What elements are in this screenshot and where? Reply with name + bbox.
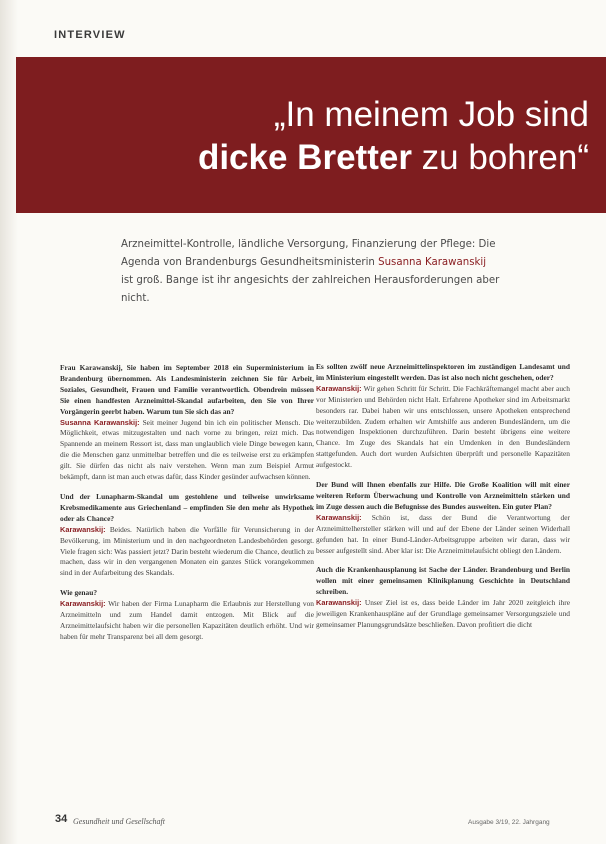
intro-text-2: ist groß. Bange ist ihr angesichts der zahlreichen Herausforderungen aber nicht. (121, 275, 500, 304)
intro-name: Susanna Karawanskij (378, 257, 487, 268)
question: Der Bund will Ihnen ebenfalls zur Hilfe. Die Große Koalition will mit einer weiteren Reform Überwachung und Kontrolle von Arzneimitteln stärken und im Zuge dessen auch die Befugnisse des Bundes ausweiten. Ein guter Plan? (316, 480, 570, 511)
speaker-label: Karawanskij: (316, 598, 362, 608)
speaker-label: Karawanskij: (60, 599, 106, 609)
footer-section: Gesundheit und Gesellschaft (73, 817, 165, 826)
right-column (316, 362, 570, 640)
question: Frau Karawanskij, Sie haben im September 2018 ein Superministerium in Brandenburg übernommen. Als Landesministerin zeichnen Sie für Arbeit, Soziales, Gesundheit, Frauen und Familie verantwortlich. Obendrein müssen Sie einen handfesten Arzneimittel-Skandal aufarbeiten, den Sie von Ihrer Vorgängerin geerbt haben. Warum tun Sie sich das an? (60, 363, 314, 416)
question: Es sollten zwölf neue Arzneimittelinspektoren im zuständigen Landesamt und im Ministerium eingestellt werden. Das ist also noch nicht geschehen, oder? (316, 362, 570, 382)
answer-text: Unser Ziel ist es, dass beide Länder im Jahr 2020 zeitgleich ihre jeweiligen Krankenhauspläne auf der Grundlage gemeinsamer Versorgungsziele und gemeinsamer Planungsgrundsätze beschließen. Davon profitiert die dicht (316, 598, 570, 629)
page-number: 34 (55, 813, 68, 825)
answer-text: Wir haben der Firma Lunapharm die Erlaubnis zur Herstellung von Arzneimitteln und zum Handel damit entzogen. Mit Blick auf die Arzneimittelaufsicht haben wir die personellen Kapazitäten deutlich erhöht. Und wir haben für mehr Transparenz bei all dem gesorgt. (60, 599, 314, 641)
answer (316, 598, 570, 631)
answer (60, 525, 314, 580)
speaker-label: Karawanskij: (316, 383, 362, 393)
intro-text-1: Arzneimittel-Kontrolle, ländliche Versorgung, Finanzierung der Pflege: Die Agenda von Brandenburgs Gesundheitsministerin (121, 239, 496, 268)
answer-text: Schön ist, dass der Bund die Verantwortung der Arzneimittelhersteller stärken will und auf der Ebene der Länder seinen Widerhall gefunden hat. In einer Bund-Länder-Arbeitsgruppe arbeiten wir daran, dass wir besser aufgestellt sind. Aber klar ist: Die Arzneimittelaufsicht obliegt den Ländern. (316, 512, 570, 555)
speaker-label: Susanna Karawanskij: (60, 417, 140, 427)
answer-text: Beides. Natürlich haben die Vorfälle für Verunsicherung in der Bevölkerung, im Ministerium und in den nachgeordneten Landesbehörden gesorgt. Viele fragen sich: Was passiert jetzt? Darin besteht wiederum die Chance, deutlich zu machen, dass wir in den vergangenen Monaten ein ganzes Stück vorangekommen sind in der Aufarbeitung des Skandals. (60, 524, 314, 578)
headline-line-1: „In meinem Job sind (273, 95, 589, 134)
question: Auch die Krankenhausplanung ist Sache der Länder. Brandenburg und Berlin wollen mit einer gemeinsamen Klinikplanung Geschichte in Deutschland schreiben. (316, 565, 570, 597)
headline-rest: zu bohren“ (411, 138, 589, 177)
answer (60, 418, 314, 483)
footer-issue: Ausgabe 3/19, 22. Jahrgang (468, 819, 550, 826)
answer-text: Seit meiner Jugend bin ich ein politischer Mensch. Die Möglichkeit, etwas mitzugestalten und nach vorne zu bringen, reizt mich. Das Spannende an meinem Ressort ist, dass man unglaublich viele Dinge bewegen kann, die die Menschen ganz unmittelbar betreffen und die es teilweise erst zu erkämpfen gilt. Sie dürfen das nicht als naiv verstehen. Wenn man zum Beispiel Armut bekämpft, dann ist man auch etwas dafür, dass Kinder gesünder aufwachsen können. (60, 417, 314, 482)
left-column (60, 363, 314, 652)
section-rubric: INTERVIEW (54, 29, 126, 41)
speaker-label: Karawanskij: (60, 524, 106, 534)
headline-line-2 (16, 136, 589, 180)
answer (316, 513, 570, 557)
headline-bold: dicke Bretter (197, 138, 412, 177)
answer (60, 599, 314, 643)
headline (16, 94, 589, 180)
answer-text: Wir gehen Schritt für Schritt. Die Fachkräftemangel macht aber auch vor Ministerien und Behörden nicht Halt. Erfahrene Apotheker sind im Arbeitsmarkt besonders rar. Dabei haben wir uns entschlossen, unsere Apotheken entsprechend weiterzubilden. Zudem erhalten wir Amtshilfe aus anderen Bundesländern, um die notwendigen Inspektionen durchzuführen. Darin besteht übrigens eine weitere Chance. Im Zuge des Skandals hat ein Umdenken in den Bundesländern stattgefunden. Auch dort wurden Aufsichten überprüft und personelle Kapazitäten aufgestockt. (316, 383, 570, 470)
intro-lede (121, 236, 501, 308)
question: Wie genau? (60, 588, 98, 598)
answer (316, 384, 570, 471)
question: Und der Lunapharm-Skandal um gestohlene und teilweise unwirksame Krebsmedikamente aus Griechenland – empfinden Sie den mehr als Hypothek oder als Chance? (60, 491, 314, 523)
speaker-label: Karawanskij: (316, 512, 362, 522)
